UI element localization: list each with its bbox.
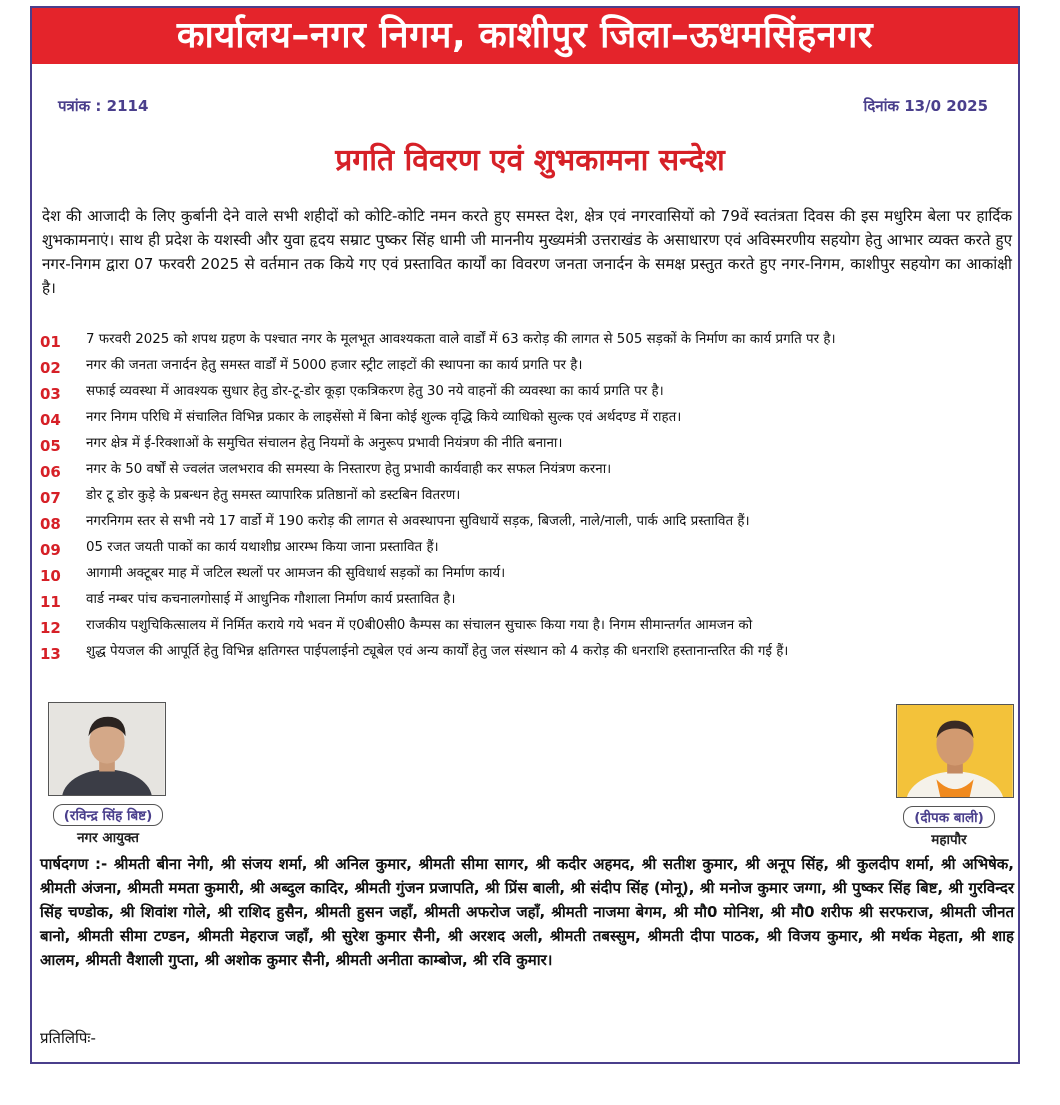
list-item bbox=[40, 616, 1000, 638]
item-number: 07 bbox=[40, 489, 61, 507]
item-text: नगर निगम परिधि में संचालित विभिन्न प्रकार के लाइसेंसो में बिना कोई शुल्क वृद्धि किये व्याधिको सुल्क एवं अर्थदण्ड में राहत। bbox=[86, 410, 682, 425]
item-number: 10 bbox=[40, 567, 61, 585]
list-item bbox=[40, 564, 1000, 586]
item-number: 09 bbox=[40, 541, 61, 559]
councillors-names: श्रीमती बीना नेगी, श्री संजय शर्मा, श्री अनिल कुमार, श्रीमती सीमा सागर, श्री कदीर अहमद, श्री सतीश कुमार, श्री अनूप सिंह, श्री कुलदीप शर्मा, श्री अभिषेक, श्रीमती अंजना, श्रीमती ममता कुमारी, श्री अब्दुल कादिर, श्रीमती गुंजन प्रजापति, श्री प्रिंस बाली, श्री संदीप सिंह (मोनू), श्री मनोज कुमार जग्गा, श्री पुष्कर सिंह बिष्ट, श्री गुरविन्दर सिंह चण्डोक, श्री शिवांश गोले, श्री राशिद हुसैन, श्रीमती हुसन जहाँ, श्रीमती अफरोज जहाँ, श्रीमती नाजमा बेगम, श्री मौ0 मोनिश, श्री मौ0 शरीफ श्री सरफराज, श्रीमती जीनत बानो, श्रीमती सीमा टण्डन, श्रीमती मेहराज जहाँ, श्री सुरेश कुमार सैनी, श्री अरशद अली, श्रीमती तबस्सुम, श्रीमती दीपा पाठक, श्री विजय कुमार, श्री मर्थक मेहता, श्री शाह आलम, श्रीमती वैशाली गुप्ता, श्री अशोक कुमार सैनी, श्रीमती अनीता काम्बोज, श्री रवि कुमार। bbox=[40, 855, 1015, 969]
councillors-list bbox=[40, 852, 1014, 972]
item-number: 12 bbox=[40, 619, 61, 637]
mayor-photo bbox=[896, 704, 1014, 798]
item-text: शुद्ध पेयजल की आपूर्ति हेतु विभिन्न क्षतिगस्त पाईपलाईनो ट्यूबेल एवं अन्य कार्यों हेतु जल संस्थान को 4 करोड़ की धनराशि हस्तानान्तरित की गई हैं। bbox=[86, 644, 789, 659]
list-item bbox=[40, 434, 1000, 456]
document-date: दिनांक 13/0 2025 bbox=[863, 97, 988, 115]
item-number: 04 bbox=[40, 411, 61, 429]
list-item bbox=[40, 538, 1000, 560]
item-number: 03 bbox=[40, 385, 61, 403]
item-text: राजकीय पशुचिकित्सालय में निर्मित कराये गये भवन में ए0बी0सी0 कैम्पस का संचालन सुचारू किया गया है। निगम सीमान्तर्गत आमजन को bbox=[86, 618, 753, 633]
list-item bbox=[40, 486, 1000, 508]
reference-number: पत्रांक : 2114 bbox=[58, 97, 149, 115]
item-text: 05 रजत जयती पाकों का कार्य यथाशीघ्र आरम्भ किया जाना प्रस्तावित हैं। bbox=[86, 540, 439, 555]
person-portrait-icon bbox=[49, 703, 165, 795]
item-text: नगरनिगम स्तर से सभी नये 17 वार्डो में 190 करोड़ की लागत से अवस्थापना सुविधायें सड़क, बिजली, नाले/नाली, पार्क आदि प्रस्तावित हैं। bbox=[86, 514, 750, 529]
list-item bbox=[40, 382, 1000, 404]
mayor-name: (दीपक बाली) bbox=[903, 806, 995, 828]
item-text: आगामी अक्टूबर माह में जटिल स्थलों पर आमजन की सुविधार्थ सड़कों का निर्माण कार्य। bbox=[86, 566, 506, 581]
item-number: 08 bbox=[40, 515, 61, 533]
item-text: वार्ड नम्बर पांच कचनालगोसाई में आधुनिक गौशाला निर्माण कार्य प्रस्तावित है। bbox=[86, 592, 456, 607]
item-number: 02 bbox=[40, 359, 61, 377]
mayor-role: महापौर bbox=[931, 832, 967, 848]
list-item bbox=[40, 408, 1000, 430]
page-title: प्रगति विवरण एवं शुभकामना सन्देश bbox=[335, 143, 725, 178]
list-item bbox=[40, 356, 1000, 378]
copy-to-label: प्रतिलिपिः- bbox=[40, 1029, 96, 1047]
list-item bbox=[40, 642, 1000, 664]
item-text: नगर के 50 वर्षों से ज्वलंत जलभराव की समस्या के निस्तारण हेतु प्रभावी कार्यवाही कर सफल नियंत्रण करना। bbox=[86, 462, 612, 477]
list-item bbox=[40, 460, 1000, 482]
item-text: सफाई व्यवस्था में आवश्यक सुधार हेतु डोर-टू-डोर कूड़ा एकत्रिकरण हेतु 30 नये वाहनों की व्यवस्था का कार्य प्रगति पर है। bbox=[86, 384, 664, 399]
progress-list bbox=[40, 330, 1000, 668]
list-item bbox=[40, 330, 1000, 352]
intro-paragraph: देश की आजादी के लिए कुर्बानी देने वाले सभी शहीदों को कोटि-कोटि नमन करते हुए समस्त देश, क्षेत्र एवं नगरवासियों को 79वें स्वतंत्रता दिवस की इस मधुरिम बेला पर हार्दिक शुभकामनाएं। साथ ही प्रदेश के यशस्वी और युवा हृदय सम्राट पुष्कर सिंह धामी जी माननीय मुख्यमंत्री उत्तराखंड के असाधारण एवं अविस्मरणीय सहयोग हेतु आभार व्यक्त करते हुए नगर-निगम द्वारा 07 फरवरी 2025 से वर्तमान तक किये गए एवं प्रस्तावित कार्यों का विवरण जनता जनार्दन के समक्ष प्रस्तुत करते हुए नगर-निगम, काशीपुर सहयोग का आकांक्षी है। bbox=[42, 207, 1012, 297]
office-banner: कार्यालय–नगर निगम, काशीपुर जिला–ऊधमसिंहनगर bbox=[32, 8, 1018, 64]
councillors-label: पार्षदगण :- bbox=[40, 855, 108, 873]
mayor-signature bbox=[874, 806, 1024, 848]
item-number: 11 bbox=[40, 593, 61, 611]
commissioner-name: (रविन्द्र सिंह बिष्ट) bbox=[53, 804, 163, 826]
commissioner-signature bbox=[38, 804, 178, 846]
item-text: 7 फरवरी 2025 को शपथ ग्रहण के पश्चात नगर के मूलभूत आवश्यकता वाले वार्डों में 63 करोड़ की लागत से 505 सड़कों के निर्माण का कार्य प्रगति पर है। bbox=[86, 332, 836, 347]
item-number: 05 bbox=[40, 437, 61, 455]
commissioner-photo bbox=[48, 702, 166, 796]
item-number: 06 bbox=[40, 463, 61, 481]
person-portrait-icon bbox=[897, 705, 1013, 797]
commissioner-role: नगर आयुक्त bbox=[77, 830, 139, 846]
item-number: 13 bbox=[40, 645, 61, 663]
item-text: नगर क्षेत्र में ई-रिक्शाओं के समुचित संचालन हेतु नियमों के अनुरूप प्रभावी नियंत्रण की नीति बनाना। bbox=[86, 436, 563, 451]
item-text: डोर टू डोर कुड़े के प्रबन्धन हेतु समस्त व्यापारिक प्रतिष्ठानों को डस्टबिन वितरण। bbox=[86, 488, 461, 503]
item-number: 01 bbox=[40, 333, 61, 351]
item-text: नगर की जनता जनार्दन हेतु समस्त वार्डों में 5000 हजार स्ट्रीट लाइटों की स्थापना का कार्य प्रगति पर है। bbox=[86, 358, 583, 373]
list-item bbox=[40, 590, 1000, 612]
list-item bbox=[40, 512, 1000, 534]
